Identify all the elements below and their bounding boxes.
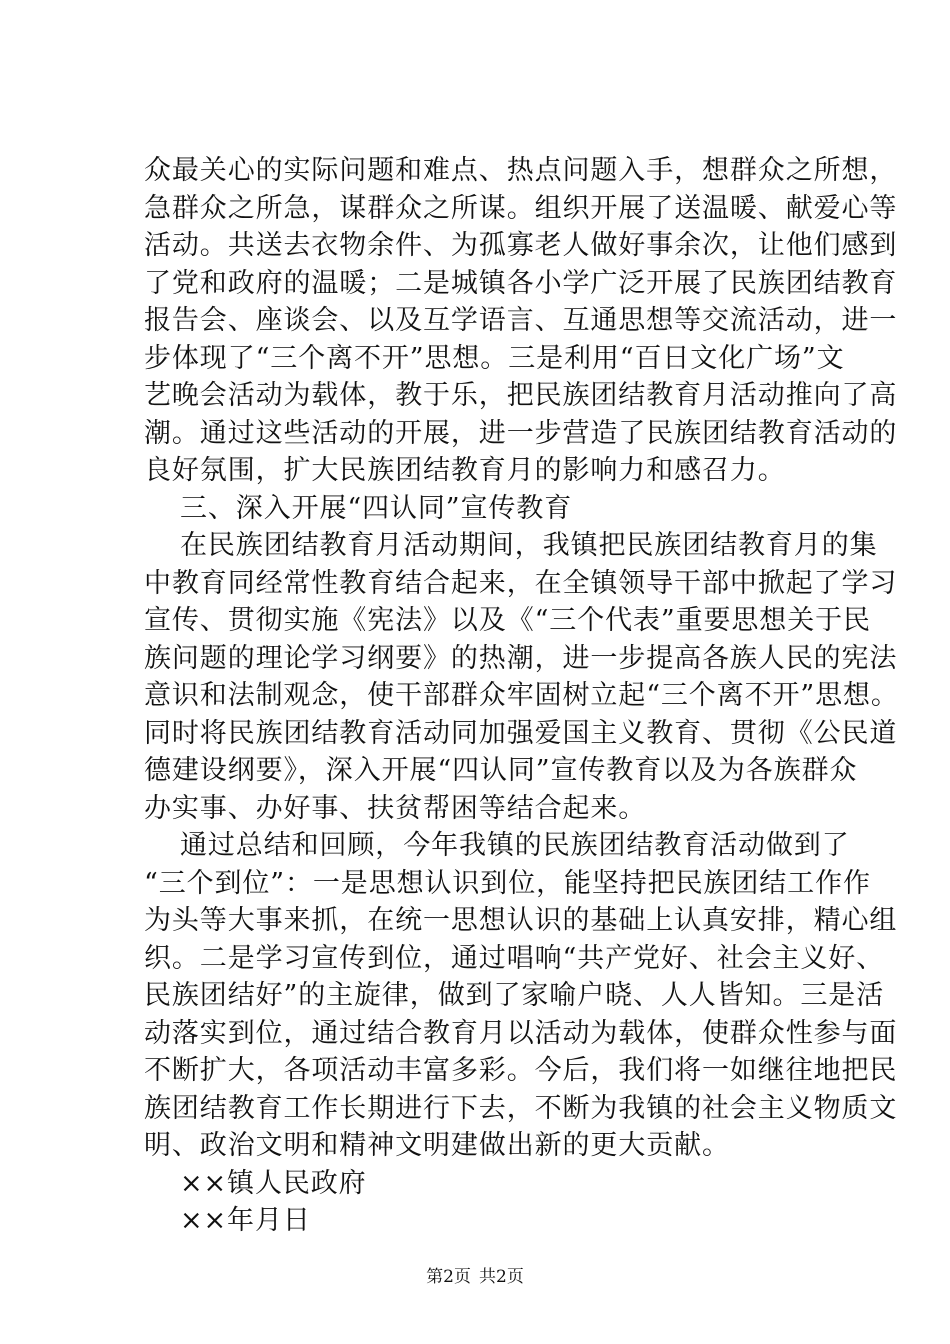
signature-date: ××年月日 — [180, 1205, 311, 1236]
paragraph-line: 潮。通过这些活动的开展，进一步营造了民族团结教育活动的 — [144, 417, 898, 449]
signature-organization: ××镇人民政府 — [180, 1167, 367, 1199]
paragraph-line: 宣传、贯彻实施《宪法》以及《“三个代表”重要思想关于民 — [144, 605, 871, 636]
paragraph-line: 通过总结和回顾，今年我镇的民族团结教育活动做到了 — [180, 830, 850, 861]
page-total: 共2页 — [479, 1267, 524, 1287]
paragraph-line: 同时将民族团结教育活动同加强爱国主义教育、贯彻《公民道 — [144, 717, 898, 749]
paragraph-line: “三个到位”：一是思想认识到位，能坚持把民族团结工作作 — [144, 867, 871, 899]
paragraph-line: 族问题的理论学习纲要》的热潮，进一步提高各族人民的宪法 — [144, 642, 898, 674]
paragraph-line: 艺晚会活动为载体，教于乐，把民族团结教育月活动推向了高 — [144, 380, 898, 411]
paragraph-line: 织。二是学习宣传到位，通过唱响“共产党好、社会主义好、 — [144, 942, 885, 974]
paragraph-line: 德建设纲要》，深入开展“四认同”宣传教育以及为各族群众 — [144, 755, 858, 786]
paragraph-line: 报告会、座谈会、以及互学语言、互通思想等交流活动，进一 — [144, 305, 898, 336]
paragraph-line: 民族团结好”的主旋律，做到了家喻户晓、人人皆知。三是活 — [144, 980, 885, 1011]
paragraph-line: 活动。共送去衣物余件、为孤寡老人做好事余次，让他们感到 — [144, 230, 898, 261]
paragraph-line: 众最关心的实际问题和难点、热点问题入手，想群众之所想， — [144, 155, 898, 186]
page-number: 第2页 — [426, 1267, 471, 1287]
paragraph-line: 了党和政府的温暖；二是城镇各小学广泛开展了民族团结教育 — [144, 267, 898, 299]
paragraph-line: 良好氛围，扩大民族团结教育月的影响力和感召力。 — [144, 455, 786, 486]
page-footer — [0, 1266, 950, 1288]
document-body — [144, 152, 899, 1240]
paragraph-line: 明、政治文明和精神文明建做出新的更大贡献。 — [144, 1130, 730, 1161]
paragraph-line: 意识和法制观念，使干部群众牢固树立起“三个离不开”思想。 — [144, 680, 899, 711]
paragraph-line: 中教育同经常性教育结合起来，在全镇领导干部中掀起了学习 — [144, 567, 898, 599]
paragraph-line: 动落实到位，通过结合教育月以活动为载体，使群众性参与面 — [144, 1017, 898, 1049]
paragraph-line: 急群众之所急，谋群众之所谋。组织开展了送温暖、献爱心等 — [144, 192, 898, 224]
paragraph-line: 不断扩大，各项活动丰富多彩。今后，我们将一如继往地把民 — [144, 1055, 898, 1086]
paragraph-line: 为头等大事来抓，在统一思想认识的基础上认真安排，精心组 — [144, 905, 898, 936]
paragraph-line: 族团结教育工作长期进行下去，不断为我镇的社会主义物质文 — [144, 1092, 898, 1124]
section-heading: 三、深入开展“四认同”宣传教育 — [180, 492, 573, 524]
paragraph-line: 在民族团结教育月活动期间，我镇把民族团结教育月的集 — [180, 530, 878, 561]
paragraph-line: 步体现了“三个离不开”思想。三是利用“百日文化广场”文 — [144, 342, 845, 374]
paragraph-line: 办实事、办好事、扶贫帮困等结合起来。 — [144, 792, 647, 824]
